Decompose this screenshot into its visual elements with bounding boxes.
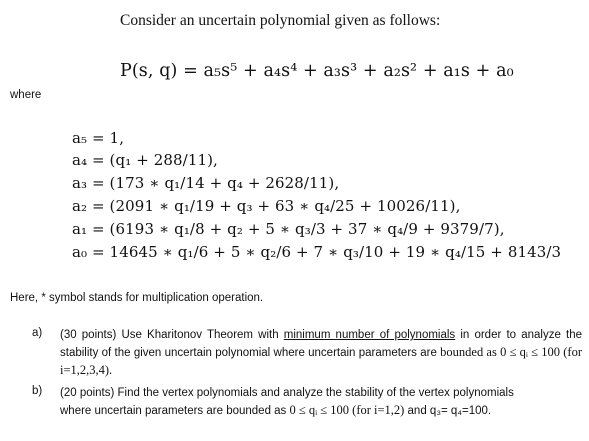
coefficient-a4: a₄ = (q₁ + 288/11),	[72, 151, 218, 169]
item-b-line2	[60, 402, 582, 420]
item-a-label: a)	[32, 327, 43, 339]
coefficient-a2: a₂ = (2091 ∗ q₁/19 + q₃ + 63 ∗ q₄/25 + 10026/11),	[72, 197, 461, 215]
item-a-part2: in order to analyze the stability of the given uncertain polynomial where uncertain parameters are	[60, 329, 582, 359]
item-b-part2a: where uncertain parameters are bounded as	[60, 405, 290, 417]
intro-text: Consider an uncertain polynomial given as follows:	[120, 12, 441, 29]
polynomial-equation: P(s, q) = a₅s⁵ + a₄s⁴ + a₃s³ + a₂s² + a₁s + a₀	[120, 61, 514, 81]
item-a-part1: (30 points) Use Kharitonov Theorem with	[60, 329, 284, 341]
item-a-text	[60, 327, 582, 380]
item-a-bounds: bounded as 0 ≤ qᵢ ≤ 100 (for i=1,2,3,4).	[60, 345, 582, 377]
coefficient-a3: a₃ = (173 ∗ q₁/14 + q₄ + 2628/11),	[72, 174, 340, 192]
item-b-line1: (20 points) Find the vertex polynomials and analyze the stability of the vertex polynomials	[60, 387, 514, 399]
where-label: where	[10, 89, 42, 101]
item-b-label: b)	[32, 385, 43, 397]
item-a-underlined: minimum number of polynomials	[283, 329, 456, 341]
item-b-part2b: and q₃= q₄=100.	[404, 405, 492, 417]
item-b-text	[60, 385, 582, 420]
item-b-bounds: 0 ≤ qᵢ ≤ 100 (for i=1,2)	[289, 403, 405, 417]
multiplication-note: Here, * symbol stands for multiplication operation.	[10, 292, 264, 304]
coefficient-a0: a₀ = 14645 ∗ q₁/6 + 5 ∗ q₂/6 + 7 ∗ q₃/10 + 19 ∗ q₄/15 + 8143/3	[72, 243, 562, 261]
coefficient-a5: a₅ = 1,	[72, 129, 125, 147]
coefficient-a1: a₁ = (6193 ∗ q₁/8 + q₂ + 5 ∗ q₃/3 + 37 ∗ q₄/9 + 9379/7),	[72, 220, 505, 238]
